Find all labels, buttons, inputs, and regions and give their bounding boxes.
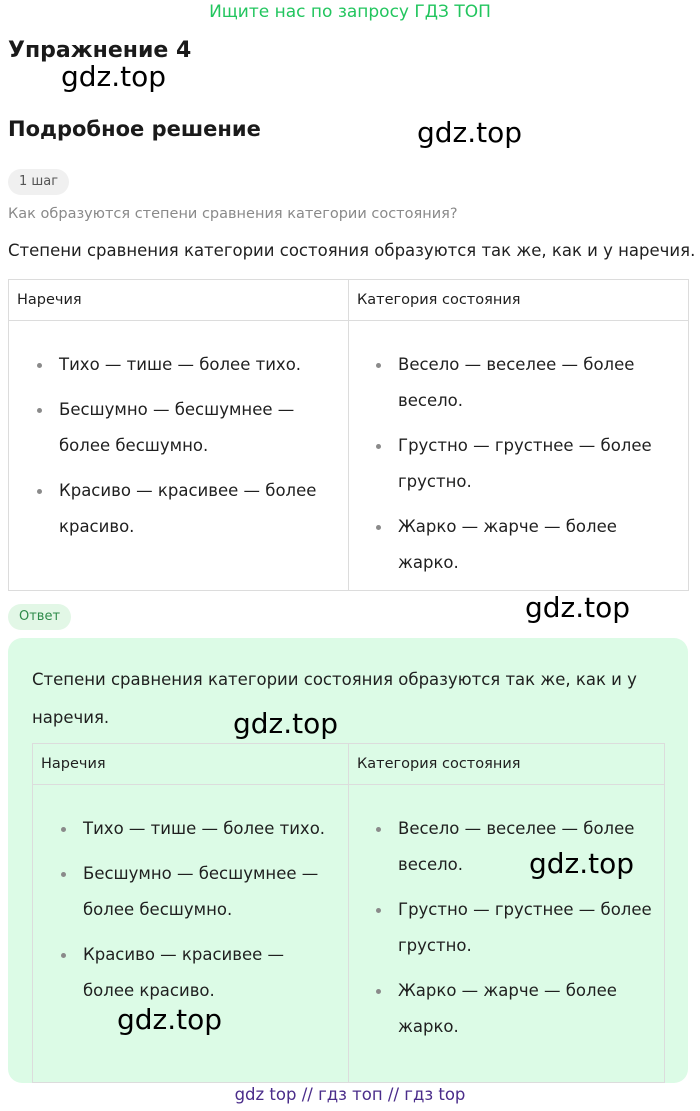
state-category-cell	[349, 785, 665, 1083]
list-item: Тихо — тише — более тихо.	[59, 347, 338, 383]
solution-title: Подробное решение	[8, 117, 261, 141]
list-item: Жарко — жарче — более жарко.	[398, 509, 678, 581]
footer-links: gdz top // гдз топ // гдз top	[234, 1085, 466, 1104]
watermark: gdz.top	[417, 116, 523, 149]
watermark: gdz.top	[61, 60, 167, 93]
state-category-list	[349, 785, 664, 1045]
adverbs-list	[9, 321, 348, 545]
list-item: Красиво — красивее — более красиво.	[83, 937, 338, 1009]
list-item: Весело — веселее — более весело.	[398, 347, 678, 419]
answer-badge: Ответ	[8, 604, 71, 630]
watermark: gdz.top	[117, 1003, 223, 1036]
table-header-row	[33, 744, 665, 785]
adverbs-cell	[9, 321, 349, 591]
list-item: Весело — веселее — более весело.	[398, 811, 654, 883]
watermark: gdz.top	[529, 847, 635, 880]
exercise-title: Упражнение 4	[8, 38, 192, 63]
list-item: Красиво — красивее — более красиво.	[59, 473, 338, 545]
step-question: Как образуются степени сравнения категории состояния?	[8, 206, 458, 222]
table-header-row	[9, 280, 689, 321]
list-item: Грустно — грустнее — более грустно.	[398, 892, 654, 964]
table-row	[33, 785, 665, 1083]
table-row	[9, 321, 689, 591]
table-header-state-category: Категория состояния	[349, 280, 689, 321]
solution-table	[8, 279, 689, 591]
list-item: Бесшумно — бесшумнее — более бесшумно.	[83, 856, 338, 928]
table-header-state-category: Категория состояния	[349, 744, 665, 785]
solution-lead: Степени сравнения категории состояния образуются так же, как и у наречия.	[8, 241, 696, 260]
adverbs-cell	[33, 785, 349, 1083]
table-header-adverbs: Наречия	[9, 280, 349, 321]
adverbs-list	[33, 785, 348, 1009]
table-header-adverbs: Наречия	[33, 744, 349, 785]
state-category-list	[349, 321, 688, 581]
search-banner: Ищите нас по запросу ГДЗ ТОП	[209, 2, 491, 22]
answer-lead: Степени сравнения категории состояния образуются так же, как и у наречия.	[32, 670, 637, 727]
list-item: Жарко — жарче — более жарко.	[398, 973, 654, 1045]
watermark: gdz.top	[525, 591, 631, 624]
watermark: gdz.top	[233, 707, 339, 740]
list-item: Бесшумно — бесшумнее — более бесшумно.	[59, 392, 338, 464]
state-category-cell	[349, 321, 689, 591]
list-item: Грустно — грустнее — более грустно.	[398, 428, 678, 500]
list-item: Тихо — тише — более тихо.	[83, 811, 338, 847]
step-badge: 1 шаг	[8, 169, 69, 195]
